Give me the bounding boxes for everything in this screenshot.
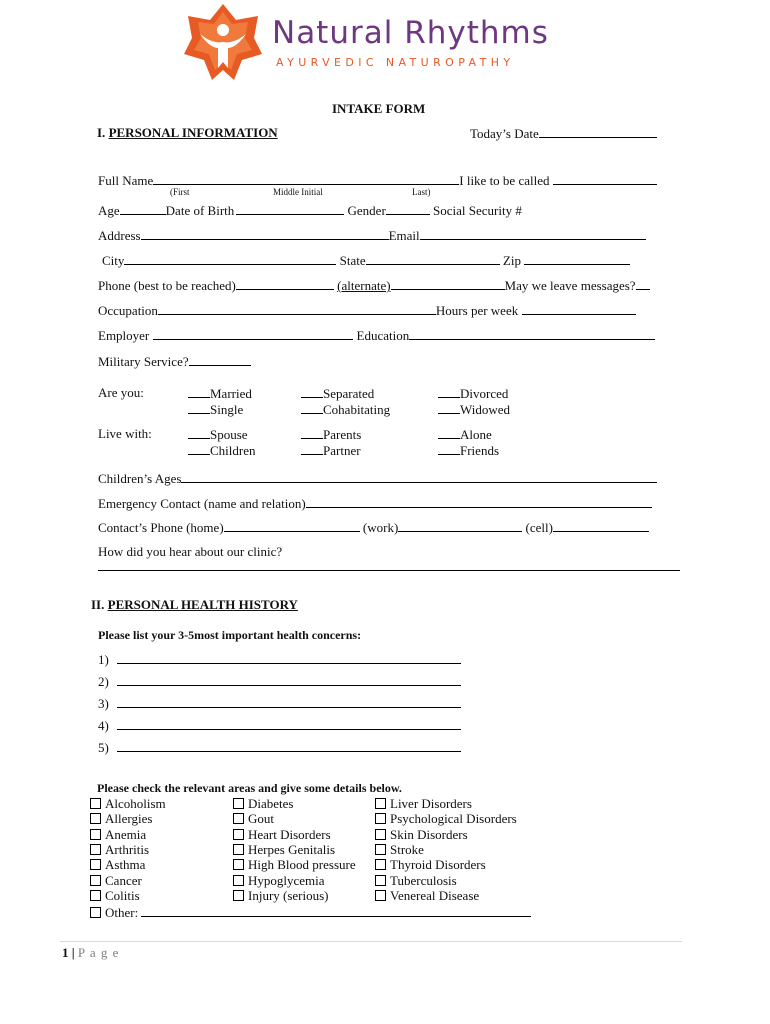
concern-5 — [98, 740, 461, 754]
check-herpes-genitalis[interactable] — [233, 843, 335, 856]
education-label: Education — [356, 328, 410, 343]
check-label: Injury (serious) — [248, 888, 329, 903]
checkbox-icon — [375, 890, 386, 901]
opt-married[interactable] — [188, 386, 252, 400]
checkbox-icon — [90, 907, 101, 918]
military-row — [98, 354, 251, 368]
check-injury[interactable] — [233, 889, 329, 902]
check-psychological-disorders[interactable] — [375, 812, 517, 825]
check-thyroid-disorders[interactable] — [375, 858, 486, 871]
check-label: Alcoholism — [105, 796, 166, 811]
occupation-field[interactable] — [158, 303, 436, 315]
hours-label: Hours per week — [435, 303, 519, 318]
concern-1 — [98, 652, 461, 666]
checkbox-icon — [375, 875, 386, 886]
opt-divorced[interactable] — [438, 386, 508, 400]
section1-title: PERSONAL INFORMATION — [108, 125, 278, 140]
check-label: Herpes Genitalis — [248, 842, 336, 857]
like-called-label: I like to be called — [459, 173, 550, 188]
check-gout[interactable] — [233, 812, 274, 825]
contact-phone-label: Contact’s Phone (home) — [98, 520, 224, 535]
check-other[interactable] — [90, 905, 531, 919]
city-field[interactable] — [124, 253, 336, 265]
concern-1-number: 1) — [98, 652, 109, 667]
cell-label: (cell) — [525, 520, 553, 535]
zip-label: Zip — [502, 253, 521, 268]
live-with-label: Live with: — [98, 426, 152, 441]
page-label: P a g e — [77, 945, 120, 960]
check-label: Tuberculosis — [390, 873, 457, 888]
emergency-row — [98, 496, 652, 510]
check-anemia[interactable] — [90, 828, 146, 841]
like-called-field[interactable] — [553, 173, 657, 185]
opt-single[interactable] — [188, 402, 243, 416]
employer-label: Employer — [98, 328, 150, 343]
address-row — [98, 228, 646, 242]
occupation-label: Occupation — [98, 303, 158, 318]
contact-phone-row — [98, 520, 649, 534]
section1-number: I. — [97, 125, 106, 140]
opt-parents-label: Parents — [323, 427, 362, 442]
hours-field[interactable] — [522, 303, 636, 315]
hear-label: How did you hear about our clinic? — [98, 544, 283, 559]
contact-work-field[interactable] — [398, 520, 522, 532]
check-label: Hypoglycemia — [248, 873, 325, 888]
concern-2 — [98, 674, 461, 688]
opt-partner[interactable] — [301, 443, 361, 457]
contact-cell-field[interactable] — [553, 520, 649, 532]
concern-1-field[interactable] — [117, 652, 461, 664]
checkbox-icon — [90, 890, 101, 901]
other-field[interactable] — [141, 905, 531, 917]
checkbox-icon — [375, 859, 386, 870]
check-heart-disorders[interactable] — [233, 828, 331, 841]
opt-cohabitating-label: Cohabitating — [323, 402, 391, 417]
check-label: Stroke — [390, 842, 424, 857]
check-stroke[interactable] — [375, 843, 424, 856]
checkbox-icon — [375, 844, 386, 855]
page-footer — [62, 946, 119, 959]
form-title: INTAKE FORM — [332, 101, 426, 116]
ssn-label: Social Security # — [433, 203, 522, 218]
check-label: Heart Disorders — [248, 827, 331, 842]
dob-label: Date of Birth — [165, 203, 235, 218]
state-field[interactable] — [366, 253, 500, 265]
check-liver-disorders[interactable] — [375, 797, 472, 810]
checkbox-icon — [375, 798, 386, 809]
employer-field[interactable] — [153, 328, 353, 340]
opt-widowed-label: Widowed — [460, 402, 511, 417]
other-label: Other: — [105, 905, 139, 920]
check-tuberculosis[interactable] — [375, 874, 457, 887]
zip-field[interactable] — [524, 253, 630, 265]
address-label: Address — [98, 228, 141, 243]
lotus-logo-icon — [182, 2, 264, 84]
hear-field[interactable] — [98, 570, 680, 571]
concern-5-number: 5) — [98, 740, 109, 755]
full-name-field[interactable] — [153, 173, 459, 185]
may-leave-label: May we leave messages? — [504, 278, 636, 293]
checkbox-icon — [90, 844, 101, 855]
military-field[interactable] — [189, 354, 251, 366]
phone-row — [98, 278, 650, 292]
opt-divorced-label: Divorced — [460, 386, 509, 401]
email-label: Email — [388, 228, 420, 243]
opt-separated-label: Separated — [323, 386, 375, 401]
check-hypoglycemia[interactable] — [233, 874, 325, 887]
emergency-label: Emergency Contact (name and relation) — [98, 496, 306, 511]
footer-divider — [60, 941, 682, 942]
full-name-label: Full Name — [98, 173, 154, 188]
opt-parents[interactable] — [301, 427, 361, 441]
check-allergies[interactable] — [90, 812, 152, 825]
name-sub-middle: Middle Initial — [273, 187, 323, 197]
checkbox-icon — [90, 829, 101, 840]
full-name-row — [98, 173, 657, 187]
check-label: Asthma — [105, 857, 146, 872]
alternate-field[interactable] — [391, 278, 505, 290]
opt-married-label: Married — [210, 386, 252, 401]
employer-row — [98, 328, 655, 342]
alternate-label: (alternate) — [337, 278, 391, 293]
concerns-prompt: Please list your 3-5most important health concerns: — [98, 628, 362, 642]
checkbox-icon — [90, 859, 101, 870]
opt-alone[interactable] — [438, 427, 492, 441]
check-label: Allergies — [105, 811, 153, 826]
page-number: 1 — [62, 945, 69, 960]
section2-heading — [91, 598, 298, 611]
opt-children[interactable] — [188, 443, 256, 457]
concern-3 — [98, 696, 461, 710]
concern-2-number: 2) — [98, 674, 109, 689]
logo — [182, 2, 264, 84]
opt-spouse[interactable] — [188, 427, 248, 441]
opt-alone-label: Alone — [460, 427, 492, 442]
check-diabetes[interactable] — [233, 797, 293, 810]
section1-heading — [97, 126, 278, 139]
todays-date-label: Today’s Date — [470, 126, 539, 141]
concern-4 — [98, 718, 461, 732]
address-field[interactable] — [141, 228, 389, 240]
work-label: (work) — [362, 520, 399, 535]
check-alcoholism[interactable] — [90, 797, 166, 810]
concern-4-field[interactable] — [117, 718, 461, 730]
checkbox-icon — [233, 844, 244, 855]
opt-children-label: Children — [210, 443, 256, 458]
children-ages-label: Children’s Ages — [98, 471, 182, 486]
concern-5-field[interactable] — [117, 740, 461, 752]
occupation-row — [98, 303, 636, 317]
checkbox-icon — [233, 813, 244, 824]
opt-cohabitating[interactable] — [301, 402, 390, 416]
opt-widowed[interactable] — [438, 402, 510, 416]
check-venereal-disease[interactable] — [375, 889, 479, 902]
children-ages-field[interactable] — [181, 471, 657, 483]
todays-date-row — [470, 126, 657, 140]
opt-friends[interactable] — [438, 443, 499, 457]
section2-title: PERSONAL HEALTH HISTORY — [107, 597, 298, 612]
phone-label: Phone (best to be reached) — [98, 278, 236, 293]
are-you-label: Are you: — [98, 385, 144, 400]
contact-home-field[interactable] — [224, 520, 360, 532]
name-sub-last: Last) — [412, 187, 431, 197]
email-field[interactable] — [420, 228, 646, 240]
check-label: Psychological Disorders — [390, 811, 517, 826]
opt-friends-label: Friends — [460, 443, 499, 458]
concern-3-field[interactable] — [117, 696, 461, 708]
gender-field[interactable] — [386, 203, 430, 215]
check-asthma[interactable] — [90, 858, 145, 871]
concern-4-number: 4) — [98, 718, 109, 733]
age-label: Age — [98, 203, 120, 218]
checkbox-icon — [233, 829, 244, 840]
concern-3-number: 3) — [98, 696, 109, 711]
checkbox-icon — [233, 798, 244, 809]
checkbox-icon — [233, 890, 244, 901]
gender-label: Gender — [347, 203, 386, 218]
opt-partner-label: Partner — [323, 443, 361, 458]
page-separator: | — [71, 945, 75, 960]
checkbox-icon — [375, 813, 386, 824]
section2-number: II. — [91, 597, 105, 612]
education-field[interactable] — [409, 328, 655, 340]
opt-spouse-label: Spouse — [210, 427, 248, 442]
check-label: Venereal Disease — [390, 888, 480, 903]
brand-tagline: AYURVEDIC NATUROPATHY — [276, 56, 515, 69]
check-colitis[interactable] — [90, 889, 140, 902]
dob-field[interactable] — [236, 203, 344, 215]
checkbox-icon — [375, 829, 386, 840]
checkbox-icon — [233, 875, 244, 886]
check-label: Colitis — [105, 888, 140, 903]
check-label: Gout — [248, 811, 274, 826]
check-label: Arthritis — [105, 842, 150, 857]
check-label: Skin Disorders — [390, 827, 468, 842]
check-high-blood-pressure[interactable] — [233, 858, 356, 871]
check-label: High Blood pressure — [248, 857, 356, 872]
check-arthritis[interactable] — [90, 843, 149, 856]
check-label: Liver Disorders — [390, 796, 472, 811]
checkbox-icon — [90, 875, 101, 886]
brand-name: Natural Rhythms — [272, 15, 549, 51]
city-label: City — [102, 253, 125, 268]
may-leave-field[interactable] — [636, 278, 650, 290]
military-label: Military Service? — [98, 354, 189, 369]
city-row — [102, 253, 630, 267]
checkbox-icon — [90, 798, 101, 809]
phone-field[interactable] — [236, 278, 334, 290]
check-prompt: Please check the relevant areas and give some details below. — [97, 781, 402, 795]
check-label: Thyroid Disorders — [390, 857, 486, 872]
check-cancer[interactable] — [90, 874, 142, 887]
checkbox-icon — [233, 859, 244, 870]
checkbox-icon — [90, 813, 101, 824]
age-field[interactable] — [120, 203, 166, 215]
check-label: Anemia — [105, 827, 147, 842]
check-label: Cancer — [105, 873, 142, 888]
age-row — [98, 203, 522, 217]
check-label: Diabetes — [248, 796, 294, 811]
name-sub-first: (First — [170, 187, 190, 197]
check-skin-disorders[interactable] — [375, 828, 468, 841]
state-label: State — [339, 253, 366, 268]
concern-2-field[interactable] — [117, 674, 461, 686]
todays-date-field[interactable] — [539, 126, 657, 138]
children-ages-row — [98, 471, 657, 485]
opt-single-label: Single — [210, 402, 244, 417]
emergency-field[interactable] — [306, 496, 652, 508]
opt-separated[interactable] — [301, 386, 374, 400]
